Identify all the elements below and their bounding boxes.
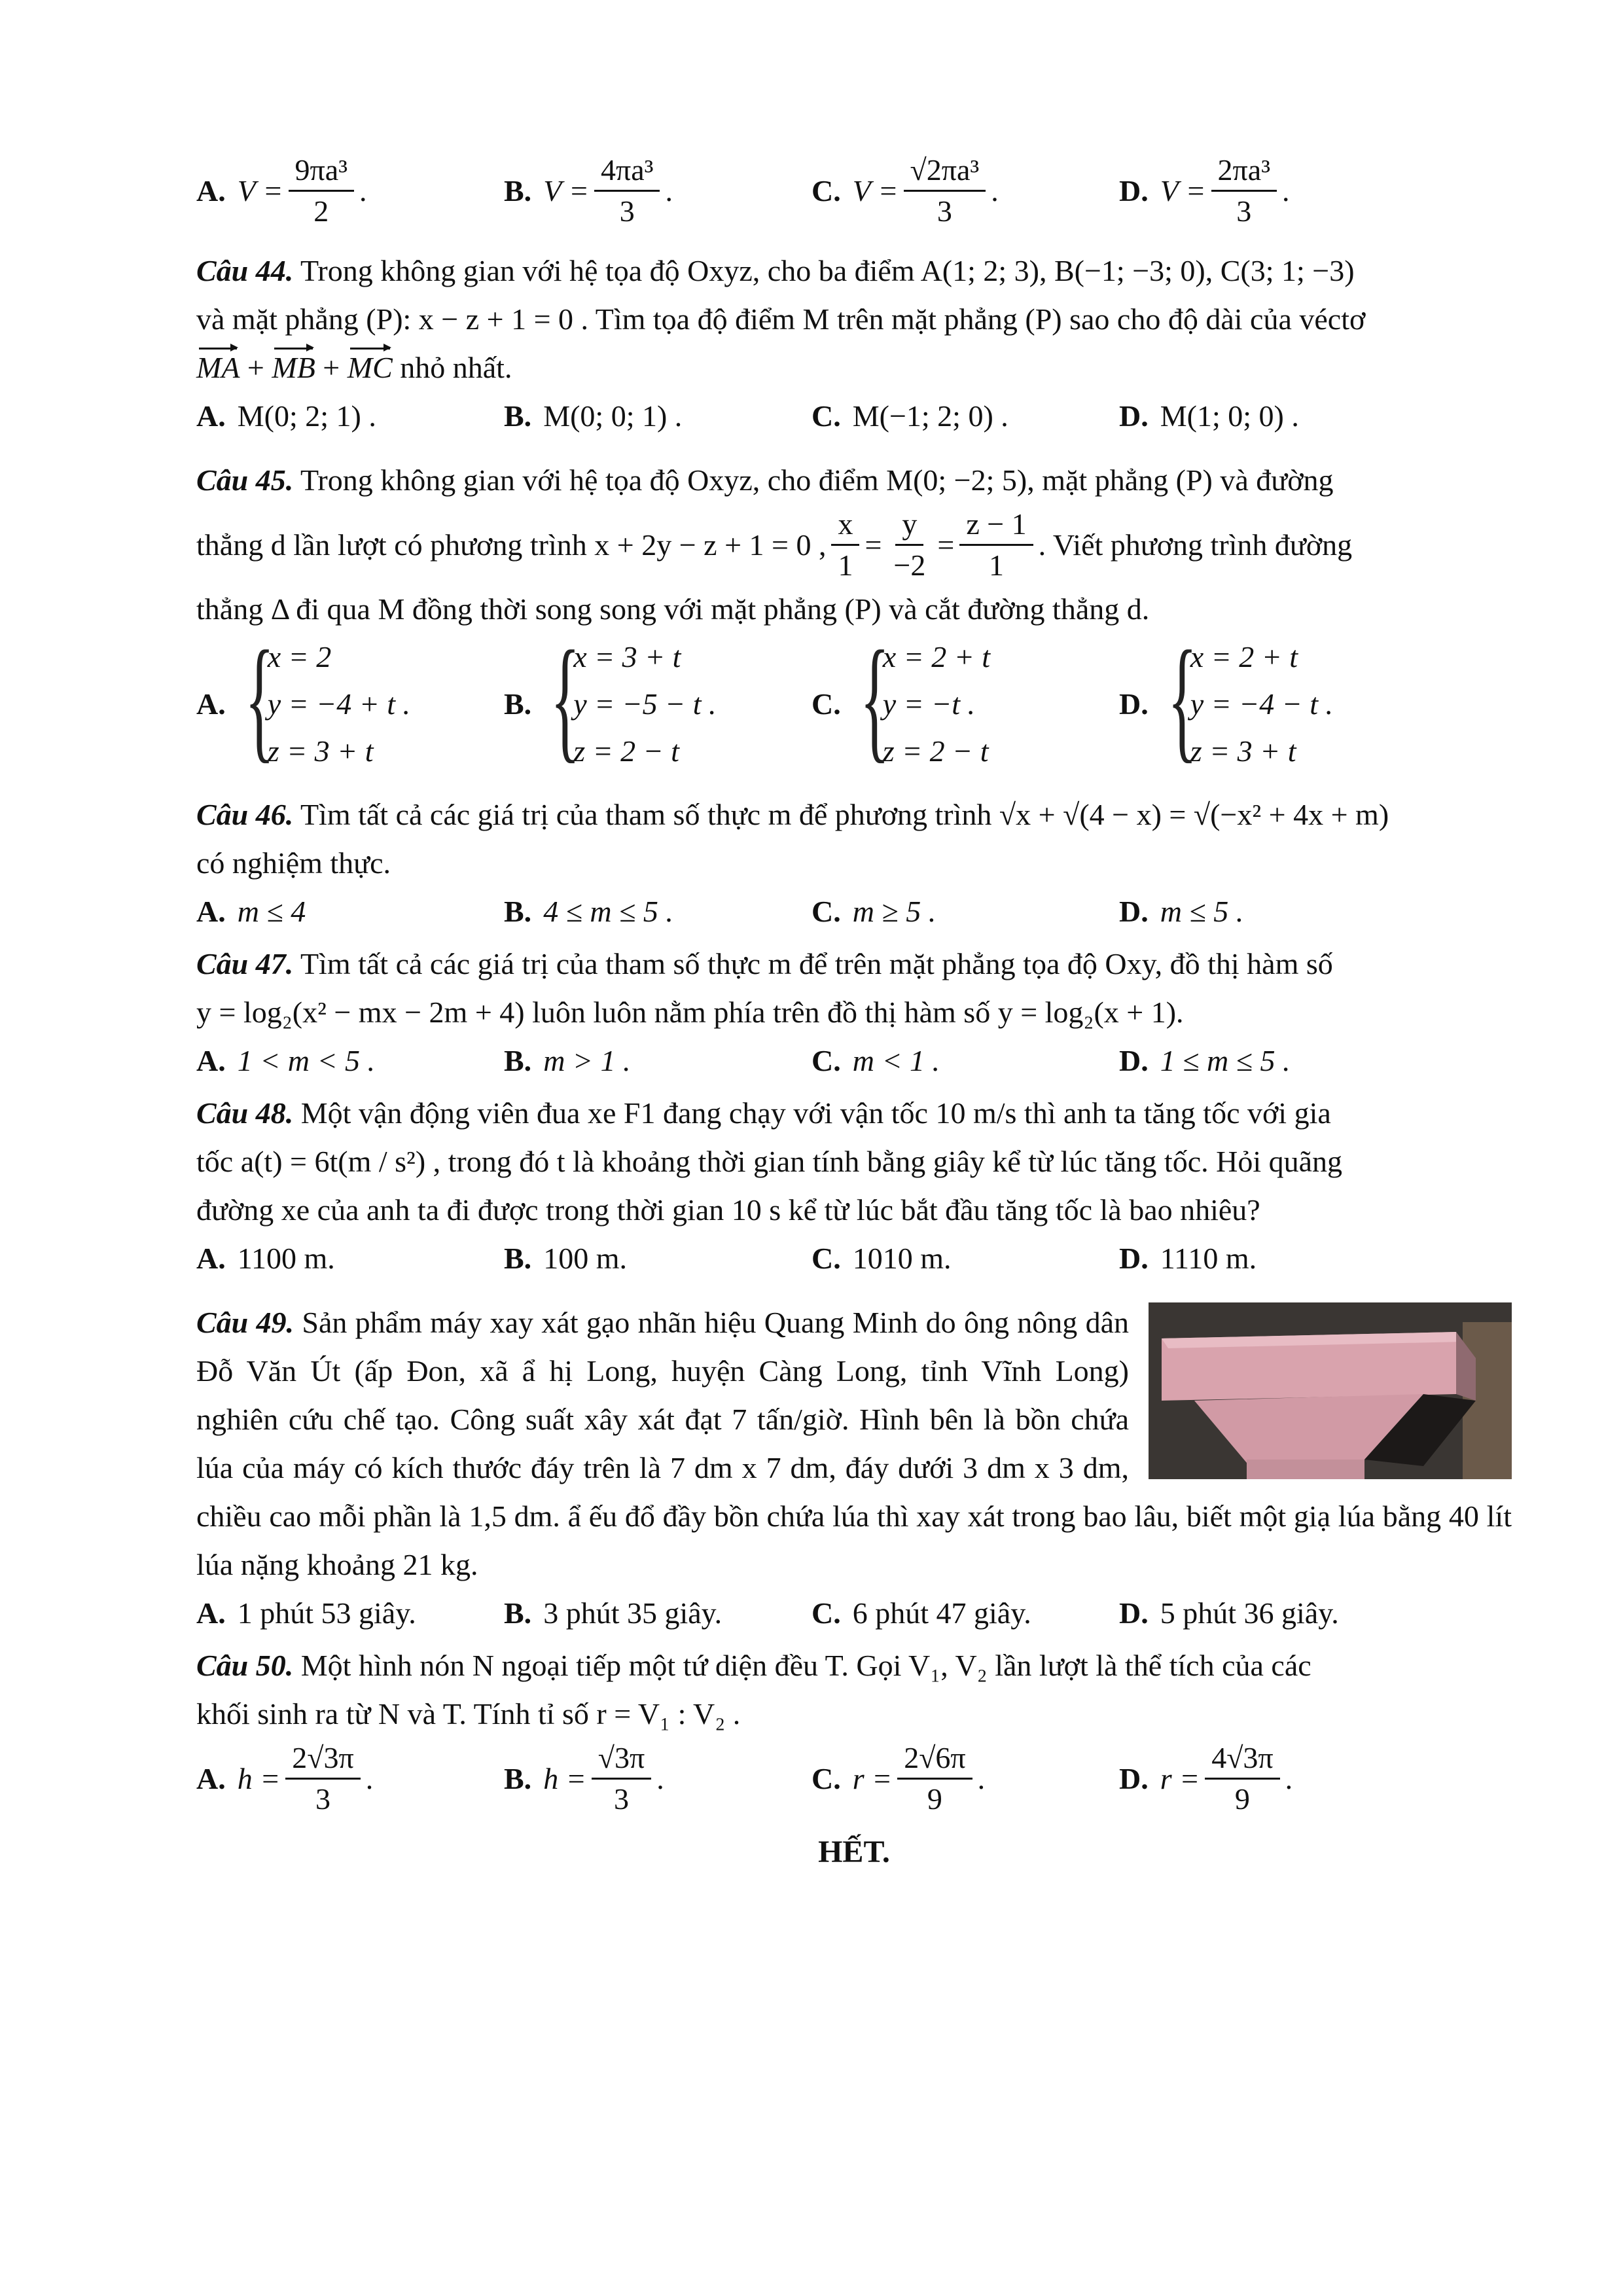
option-text: 1 phút 53 giây. xyxy=(237,1596,416,1630)
fraction xyxy=(289,151,354,231)
q45-options xyxy=(196,623,1512,775)
option-label: A. xyxy=(196,1044,226,1077)
q48-option-b[interactable] xyxy=(504,1234,812,1283)
q49-block xyxy=(196,1299,1512,1638)
option-label: B. xyxy=(504,687,532,721)
option-label: D. xyxy=(1119,1761,1149,1795)
q43-block xyxy=(196,151,1512,231)
fraction-den: 1 xyxy=(838,548,853,582)
option-text: 4 ≤ m ≤ 5 . xyxy=(543,895,673,928)
q49-text: Sản phẩm máy xay xát gạo nhãn hiệu Quang Minh do ông nông dân Đỗ Văn Út (ấp Đon, xã ẩ hị Long, huyện Càng Long, tỉnh Vĩnh Long) nghiên cứu chế tạo. Công suất xây xát đạt 7 tấn/giờ. Hình bên là bồn chứa lúa của máy có kích thước đáy trên là 7 dm x 7 dm, đáy dưới 3 dm x 3 dm, chiều cao mỗi phần là 1,5 dm. ẩ ếu đổ đầy bồn chứa lúa thì xay xát trong bao lâu, biết một giạ lúa bằng 40 lít lúa nặng khoảng 21 kg. xyxy=(196,1306,1512,1581)
fraction-num: √2πa³ xyxy=(904,151,986,192)
option-label: C. xyxy=(812,399,841,433)
q47-text2: y = log₂(x² − mx − 2m + 4) luôn luôn nằm phía trên đồ thị hàm số y = log₂(x + 1). xyxy=(196,996,1184,1029)
fraction xyxy=(897,1738,972,1819)
option-text: m ≥ 5 . xyxy=(852,895,936,928)
system-line: x = 2 + t xyxy=(1190,640,1298,673)
q45-line1 xyxy=(196,456,1512,505)
q44-block xyxy=(196,247,1512,440)
option-text: m ≤ 4 xyxy=(237,895,306,928)
option-text: M(0; 2; 1) . xyxy=(237,399,376,433)
option-lhs: V = xyxy=(1160,173,1206,207)
option-text: 5 phút 36 giây. xyxy=(1160,1596,1339,1630)
q43-option-c[interactable] xyxy=(812,151,1119,231)
equation-system xyxy=(543,623,717,775)
fraction-den: −2 xyxy=(893,548,926,582)
fraction-den: 9 xyxy=(927,1782,942,1816)
option-label: A. xyxy=(196,173,226,207)
q48-options xyxy=(196,1234,1512,1283)
q50-line1 xyxy=(196,1641,1512,1690)
question-number: Câu 44. xyxy=(196,254,294,287)
system-line: x = 2 + t xyxy=(882,640,991,673)
q49-option-d[interactable] xyxy=(1119,1589,1427,1638)
fraction xyxy=(831,505,859,585)
fraction-num: x xyxy=(831,505,859,546)
option-tail: . xyxy=(665,173,673,207)
q45-text1: Trong không gian với hệ tọa độ Oxyz, cho điểm M(0; −2; 5), mặt phẳng (P) và đường xyxy=(300,463,1334,497)
option-label: B. xyxy=(504,1596,532,1630)
fraction-den: 3 xyxy=(619,194,635,228)
q50-block xyxy=(196,1641,1512,1819)
fraction xyxy=(592,1738,651,1819)
fraction xyxy=(1211,151,1277,231)
option-tail: . xyxy=(359,173,367,207)
option-label: B. xyxy=(504,399,532,433)
vector-mc: MC xyxy=(348,344,393,392)
q49-options xyxy=(196,1589,1512,1638)
fraction-den: 3 xyxy=(1236,194,1252,228)
q48-text2: tốc a(t) = 6t(m / s²) , trong đó t là khoảng thời gian tính bằng giây kể từ lúc tăng tốc. Hỏi quãng xyxy=(196,1145,1343,1178)
option-text: m < 1 . xyxy=(852,1044,940,1077)
q48-option-d[interactable] xyxy=(1119,1234,1427,1283)
q46-text2: có nghiệm thực. xyxy=(196,846,391,880)
fraction-num: 2√6π xyxy=(897,1738,972,1780)
option-label: B. xyxy=(504,1761,532,1795)
q50-text2: khối sinh ra từ N và T. Tính tỉ số r = V₁ : V₂ . xyxy=(196,1697,741,1731)
option-lhs: r = xyxy=(1160,1761,1200,1795)
option-lhs: V = xyxy=(852,173,899,207)
option-text: 1 ≤ m ≤ 5 . xyxy=(1160,1044,1291,1077)
fraction-den: 3 xyxy=(936,194,952,228)
option-text: M(−1; 2; 0) . xyxy=(852,399,1008,433)
vector-mb: MB xyxy=(272,344,315,392)
question-number: Câu 45. xyxy=(196,463,294,497)
q44-option-b[interactable] xyxy=(504,392,812,440)
system-line: x = 3 + t xyxy=(573,640,681,673)
option-label: C. xyxy=(812,687,841,721)
brace-icon: { xyxy=(550,623,580,775)
option-text: M(0; 0; 1) . xyxy=(543,399,683,433)
q45-option-c[interactable] xyxy=(812,623,1119,775)
q46-options xyxy=(196,888,1512,936)
q50-option-b[interactable] xyxy=(504,1738,812,1819)
option-lhs: V = xyxy=(237,173,283,207)
equation-system xyxy=(1160,623,1334,775)
q48-option-c[interactable] xyxy=(812,1234,1119,1283)
option-tail: . xyxy=(1281,173,1290,207)
fraction-den: 1 xyxy=(988,548,1004,582)
option-text: 1 < m < 5 . xyxy=(237,1044,376,1077)
plus-sign: + xyxy=(247,351,264,384)
fraction-num: 2√3π xyxy=(285,1738,360,1780)
option-label: A. xyxy=(196,687,226,721)
option-text: M(1; 0; 0) . xyxy=(1160,399,1299,433)
q45-text2b: . Viết phương trình đường xyxy=(1038,528,1353,562)
system-line: z = 2 − t xyxy=(882,734,989,768)
system-line: y = −5 − t . xyxy=(573,687,717,721)
question-number: Câu 49. xyxy=(196,1306,294,1339)
q43-options xyxy=(196,151,1512,231)
q46-option-c[interactable] xyxy=(812,888,1119,936)
vector-ma: MA xyxy=(196,344,240,392)
q44-options xyxy=(196,392,1512,440)
q50-option-a[interactable] xyxy=(196,1738,504,1819)
brace-icon: { xyxy=(244,623,275,775)
fraction-num: z − 1 xyxy=(959,505,1033,546)
brace-icon: { xyxy=(859,623,890,775)
hopper-photo-icon xyxy=(1149,1302,1512,1479)
fraction-den: 2 xyxy=(313,194,329,228)
option-tail: . xyxy=(656,1761,664,1795)
fraction-num: 9πa³ xyxy=(289,151,354,192)
q46-option-a[interactable] xyxy=(196,888,504,936)
option-text: m > 1 . xyxy=(543,1044,631,1077)
q44-line1 xyxy=(196,247,1512,295)
q47-option-a[interactable] xyxy=(196,1037,504,1085)
fraction-num: 4√3π xyxy=(1205,1738,1279,1780)
fraction-num: √3π xyxy=(592,1738,651,1780)
fraction-den: 3 xyxy=(613,1782,629,1816)
q48-text3: đường xe của anh ta đi được trong thời gian 10 s kể từ lúc bắt đầu tăng tốc là bao nhiêu? xyxy=(196,1193,1260,1227)
q47-option-d[interactable] xyxy=(1119,1037,1427,1085)
equation-system xyxy=(238,623,411,775)
q43-option-a[interactable] xyxy=(196,151,504,231)
q43-option-d[interactable] xyxy=(1119,151,1427,231)
q47-line1 xyxy=(196,940,1512,988)
fraction xyxy=(904,151,986,231)
option-lhs: h = xyxy=(543,1761,586,1795)
option-lhs: h = xyxy=(237,1761,281,1795)
option-label: A. xyxy=(196,1761,226,1795)
q46-option-b[interactable] xyxy=(504,888,812,936)
option-label: D. xyxy=(1119,1242,1149,1275)
equals-sign: = xyxy=(937,528,955,562)
q45-line2 xyxy=(196,505,1512,585)
option-text: 1010 m. xyxy=(852,1242,952,1275)
option-label: C. xyxy=(812,1044,841,1077)
fraction-num: 2πa³ xyxy=(1211,151,1277,192)
system-line: y = −4 − t . xyxy=(1190,687,1334,721)
fraction-den: 9 xyxy=(1234,1782,1250,1816)
system-line: z = 3 + t xyxy=(1190,734,1296,768)
option-text: 1100 m. xyxy=(237,1242,335,1275)
q44-option-a[interactable] xyxy=(196,392,504,440)
option-label: D. xyxy=(1119,895,1149,928)
option-text: m ≤ 5 . xyxy=(1160,895,1244,928)
q44-option-d[interactable] xyxy=(1119,392,1427,440)
option-label: B. xyxy=(504,1044,532,1077)
question-number: Câu 46. xyxy=(196,798,294,831)
q43-option-b[interactable] xyxy=(504,151,812,231)
q47-options xyxy=(196,1037,1512,1085)
option-label: C. xyxy=(812,1242,841,1275)
option-label: A. xyxy=(196,399,226,433)
fraction xyxy=(594,151,660,231)
system-line: z = 3 + t xyxy=(267,734,374,768)
question-number: Câu 48. xyxy=(196,1096,294,1130)
q45-text2a: thẳng d lần lượt có phương trình x + 2y − z + 1 = 0 , xyxy=(196,528,827,562)
q44-line3 xyxy=(196,344,1512,392)
q45-block xyxy=(196,456,1512,775)
exam-page xyxy=(196,151,1512,1876)
brace-icon: { xyxy=(1167,623,1198,775)
q47-text1: Tìm tất cả các giá trị của tham số thực m để trên mặt phẳng tọa độ Oxy, đồ thị hàm số xyxy=(300,947,1333,980)
q48-option-a[interactable] xyxy=(196,1234,504,1283)
q44-text2: và mặt phẳng (P): x − z + 1 = 0 . Tìm tọa độ điểm M trên mặt phẳng (P) sao cho độ dài của véctơ xyxy=(196,302,1366,336)
option-label: D. xyxy=(1119,1044,1149,1077)
fraction-den: 3 xyxy=(315,1782,331,1816)
option-label: D. xyxy=(1119,687,1149,721)
option-label: A. xyxy=(196,895,226,928)
option-label: B. xyxy=(504,173,532,207)
q48-block xyxy=(196,1089,1512,1283)
q44-option-c[interactable] xyxy=(812,392,1119,440)
system-line: z = 2 − t xyxy=(573,734,679,768)
question-number: Câu 47. xyxy=(196,947,294,980)
option-tail: . xyxy=(1285,1761,1293,1795)
system-line: y = −t . xyxy=(882,687,976,721)
fraction xyxy=(285,1738,360,1819)
q50-option-c[interactable] xyxy=(812,1738,1119,1819)
option-label: C. xyxy=(812,895,841,928)
q49-option-b[interactable] xyxy=(504,1589,812,1638)
q44-text1: Trong không gian với hệ tọa độ Oxyz, cho ba điểm A(1; 2; 3), B(−1; −3; 0), C(3; 1; −3) xyxy=(300,254,1355,287)
fraction xyxy=(887,505,932,585)
q48-line1 xyxy=(196,1089,1512,1138)
option-label: D. xyxy=(1119,1596,1149,1630)
option-text: 1110 m. xyxy=(1160,1242,1257,1275)
option-lhs: V = xyxy=(543,173,589,207)
q46-line1 xyxy=(196,791,1512,839)
equals-sign: = xyxy=(865,528,882,562)
option-label: B. xyxy=(504,895,532,928)
option-label: C. xyxy=(812,1761,841,1795)
option-label: A. xyxy=(196,1242,226,1275)
q46-block xyxy=(196,791,1512,936)
fraction xyxy=(1205,1738,1279,1819)
option-label: B. xyxy=(504,1242,532,1275)
plus-sign: + xyxy=(323,351,340,384)
system-line: x = 2 xyxy=(267,640,332,673)
q45-text3: thẳng Δ đi qua M đồng thời song song với mặt phẳng (P) và cắt đường thẳng d. xyxy=(196,592,1150,626)
option-text: 3 phút 35 giây. xyxy=(543,1596,722,1630)
q45-option-b[interactable] xyxy=(504,623,812,775)
system-line: y = −4 + t . xyxy=(267,687,411,721)
q45-option-a[interactable] xyxy=(196,623,504,775)
q50-option-d[interactable] xyxy=(1119,1738,1427,1819)
q47-option-c[interactable] xyxy=(812,1037,1119,1085)
option-label: D. xyxy=(1119,399,1149,433)
fraction-num: 4πa³ xyxy=(594,151,660,192)
option-tail: . xyxy=(365,1761,374,1795)
end-marker: HẾT. xyxy=(818,1835,890,1869)
option-text: 100 m. xyxy=(543,1242,627,1275)
q49-option-a[interactable] xyxy=(196,1589,504,1638)
q45-option-d[interactable] xyxy=(1119,623,1427,775)
q46-option-d[interactable] xyxy=(1119,888,1427,936)
q49-option-c[interactable] xyxy=(812,1589,1119,1638)
q50-options xyxy=(196,1738,1512,1819)
q44-text3: nhỏ nhất. xyxy=(400,351,512,384)
equation-system xyxy=(853,623,991,775)
option-text: 6 phút 47 giây. xyxy=(852,1596,1031,1630)
option-label: D. xyxy=(1119,173,1149,207)
fraction-num: y xyxy=(895,505,923,546)
question-number: Câu 50. xyxy=(196,1649,294,1682)
q46-text1: Tìm tất cả các giá trị của tham số thực m để phương trình √x + √(4 − x) = √(−x² + 4x + m) xyxy=(300,798,1389,831)
option-lhs: r = xyxy=(852,1761,893,1795)
option-tail: . xyxy=(977,1761,986,1795)
option-label: C. xyxy=(812,173,841,207)
option-label: A. xyxy=(196,1596,226,1630)
grain-hopper-photo xyxy=(1149,1302,1512,1479)
q47-block xyxy=(196,940,1512,1085)
option-tail: . xyxy=(991,173,999,207)
q47-option-b[interactable] xyxy=(504,1037,812,1085)
fraction xyxy=(959,505,1033,585)
q48-text1: Một vận động viên đua xe F1 đang chạy với vận tốc 10 m/s thì anh ta tăng tốc với gia xyxy=(300,1096,1331,1130)
option-label: C. xyxy=(812,1596,841,1630)
q50-text1: Một hình nón N ngoại tiếp một tứ diện đều T. Gọi V₁, V₂ lần lượt là thể tích của các xyxy=(300,1649,1311,1682)
